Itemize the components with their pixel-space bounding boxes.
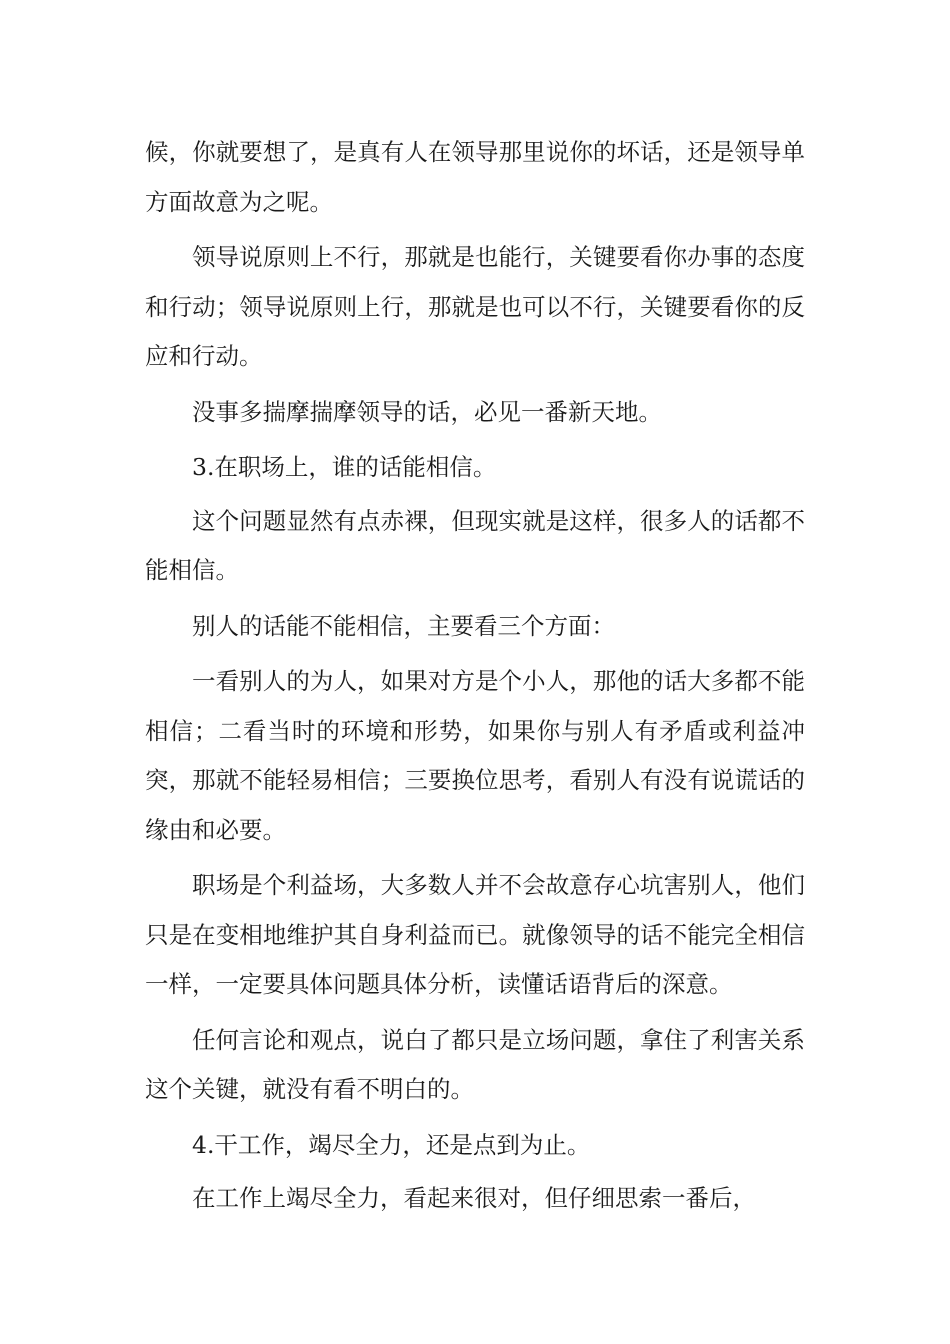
- section-heading-3: 3.在职场上，谁的话能相信。: [192, 453, 497, 481]
- paragraph-principle: 领导说原则上不行，那就是也能行，关键要看你办事的态度和行动；领导说原则上行，那就是也可以不行，关键要看你的反应和行动。: [145, 243, 805, 370]
- section-heading-4: 4.干工作，竭尽全力，还是点到为止。: [192, 1130, 591, 1159]
- paragraph-interest-field: 职场是个利益场，大多数人并不会故意存心坑害别人，他们只是在变相地维护其自身利益而已。就像领导的话不能完全相信一样，一定要具体问题具体分析，读懂话语背后的深意。: [145, 871, 805, 998]
- paragraph-ponder: 没事多揣摩揣摩领导的话，必见一番新天地。: [192, 397, 662, 426]
- paragraph-all-out: 在工作上竭尽全力，看起来很对，但仔细思索一番后，: [192, 1184, 756, 1212]
- paragraph-stance: 任何言论和观点，说白了都只是立场问题，拿住了利害关系这个关键，就没有看不明白的。: [145, 1025, 805, 1103]
- paragraph-three-aspects: 别人的话能不能相信，主要看三个方面：: [192, 611, 615, 640]
- paragraph-naked-truth: 这个问题显然有点赤裸，但现实就是这样，很多人的话都不能相信。: [145, 506, 805, 584]
- paragraph-aspects-detail: 一看别人的为人，如果对方是个小人，那他的话大多都不能相信；二看当时的环境和形势，如果你与别人有矛盾或利益冲突，那就不能轻易相信；三要换位思考，看别人有没有说谎话的缘由和必要。: [145, 667, 805, 844]
- paragraph-continuation: 候，你就要想了，是真有人在领导那里说你的坏话，还是领导单方面故意为之呢。: [145, 138, 805, 216]
- document-page: [145, 128, 805, 1230]
